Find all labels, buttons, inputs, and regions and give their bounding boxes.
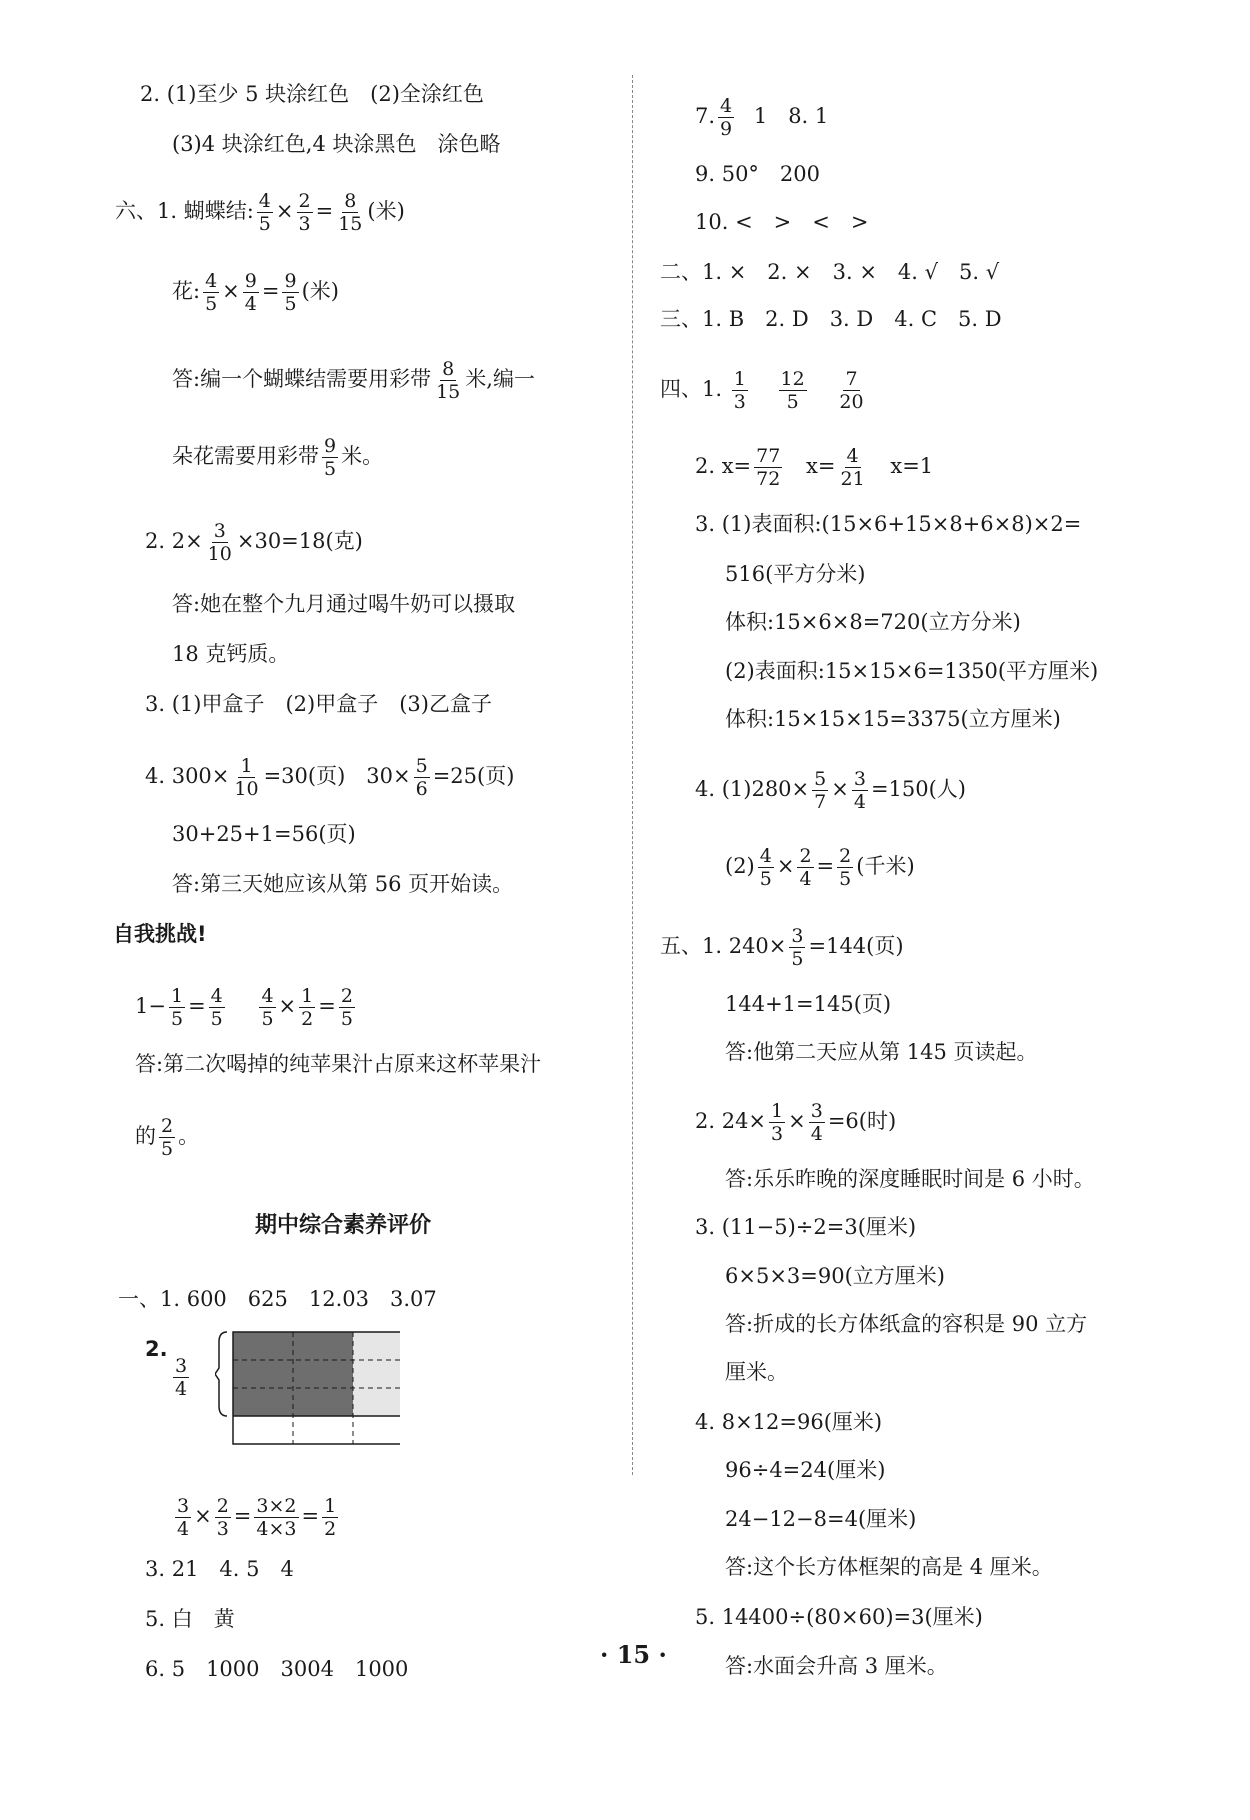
answer-line: 10. < > < > xyxy=(695,210,869,234)
answer-line: 答:水面会升高 3 厘米。 xyxy=(725,1654,948,1678)
answer-line: 5. 白 黄 xyxy=(145,1607,235,1631)
answer-line: 3. (11−5)÷2=3(厘米) xyxy=(695,1215,917,1239)
answer-line: 答:折成的长方体纸盒的容积是 90 立方 xyxy=(725,1312,1088,1336)
answer-line: 答:乐乐昨晚的深度睡眠时间是 6 小时。 xyxy=(725,1167,1095,1191)
answer-line: 516(平方分米) xyxy=(725,562,866,586)
answer-line: 2. (1)至少 5 块涂红色 (2)全涂红色 xyxy=(140,82,484,106)
answer-line: 96÷4=24(厘米) xyxy=(725,1458,886,1482)
answer-line: 1− $\frac{1}{5}$ = $\frac{4}{5}$ $\frac{4}{5}$ × $\frac{1}{2}$ = $\frac{2}{5}$ xyxy=(135,985,353,1030)
answer-line: 4. 8×12=96(厘米) xyxy=(695,1410,883,1434)
answer-line: (2) $\frac{4}{5}$ × $\frac{2}{4}$ = $\frac{2}{5}$ (千米) xyxy=(725,845,915,890)
answer-line: 答:这个长方体框架的高是 4 厘米。 xyxy=(725,1555,1053,1579)
answer-line: 4. (1)280× $\frac{5}{7}$ × $\frac{3}{4}$ =150(人) xyxy=(695,768,967,813)
answer-line: 3. 21 4. 5 4 xyxy=(145,1557,294,1581)
answer-line: $\frac{3}{4}$ × $\frac{2}{3}$ = $\frac{3\times 2}{4\times 3}$ = $\frac{1}{2}$ xyxy=(177,1495,337,1540)
section-heading: 自我挑战! xyxy=(113,922,207,946)
answer-line: 六、1. 蝴蝶结: $\frac{4}{5}$ × $\frac{2}{3}$ = $\frac{8}{15}$ (米) xyxy=(115,190,405,235)
answer-line: 30+25+1=56(页) xyxy=(172,822,356,846)
answer-line: 一、1. 600 625 12.03 3.07 xyxy=(118,1287,437,1311)
answer-line: 6×5×3=90(立方厘米) xyxy=(725,1264,945,1288)
column-divider xyxy=(632,75,633,1475)
answer-line: 花: $\frac{4}{5}$ × $\frac{9}{4}$ = $\frac{9}{5}$ (米) xyxy=(172,270,339,315)
answer-line: 三、1. B 2. D 3. D 4. C 5. D xyxy=(660,307,1002,331)
answer-line: 答:第三天她应该从第 56 页开始读。 xyxy=(172,872,514,896)
fraction-grid-figure xyxy=(215,1330,400,1450)
answer-line: 的 $\frac{2}{5}$ 。 xyxy=(135,1115,200,1160)
answer-line: 2. 2× $\frac{3}{10}$ ×30=18(克) xyxy=(145,520,363,565)
answer-line: 5. 14400÷(80×60)=3(厘米) xyxy=(695,1605,983,1629)
answer-line: 五、1. 240× $\frac{3}{5}$ =144(页) xyxy=(660,925,904,970)
answer-line: 答:第二次喝掉的纯苹果汁占原来这杯苹果汁 xyxy=(135,1052,542,1076)
answer-line: 体积:15×15×15=3375(立方厘米) xyxy=(725,707,1061,731)
answer-line: 24−12−8=4(厘米) xyxy=(725,1507,917,1531)
answer-line: 厘米。 xyxy=(725,1360,788,1384)
page-number: · 15 · xyxy=(600,1640,667,1669)
answer-line: 二、1. × 2. × 3. × 4. √ 5. √ xyxy=(660,260,1000,284)
answer-line: 答:她在整个九月通过喝牛奶可以摄取 xyxy=(172,592,516,616)
answer-line: 7. $\frac{4}{9}$ 1 8. 1 xyxy=(695,95,829,140)
answer-line: 3. (1)表面积:(15×6+15×8+6×8)×2= xyxy=(695,512,1082,536)
answer-line: 四、1. $\frac{1}{3}$ $\frac{12}{5}$ $\frac{7}{20}$ xyxy=(660,368,864,413)
answer-line: 18 克钙质。 xyxy=(172,642,290,666)
answer-line: 体积:15×6×8=720(立方分米) xyxy=(725,610,1021,634)
answer-line: 6. 5 1000 3004 1000 xyxy=(145,1657,409,1681)
answer-line: 2. xyxy=(145,1337,168,1361)
answer-line: (2)表面积:15×15×6=1350(平方厘米) xyxy=(725,659,1099,683)
answer-line: 2. 24× $\frac{1}{3}$ × $\frac{3}{4}$ =6(时) xyxy=(695,1100,897,1145)
answer-line: 4. 300× $\frac{1}{10}$ =30(页) 30× $\frac{5}{6}$ =25(页) xyxy=(145,755,515,800)
answer-line: 朵花需要用彩带 $\frac{9}{5}$ 米。 xyxy=(172,435,384,480)
figure-fraction: $\frac{3}{4}$ xyxy=(175,1355,188,1400)
answer-line: 2. x= $\frac{77}{72}$ x= $\frac{4}{21}$ x=1 xyxy=(695,445,934,490)
answer-line: 答:他第二天应从第 145 页读起。 xyxy=(725,1040,1038,1064)
section-title: 期中综合素养评价 xyxy=(255,1213,432,1238)
answer-line: 9. 50° 200 xyxy=(695,162,821,186)
answer-line: 3. (1)甲盒子 (2)甲盒子 (3)乙盒子 xyxy=(145,692,492,716)
answer-line: 144+1=145(页) xyxy=(725,992,892,1016)
answer-line: 答:编一个蝴蝶结需要用彩带 $\frac{8}{15}$ 米,编一 xyxy=(172,358,535,403)
answer-line: (3)4 块涂红色,4 块涂黑色 涂色略 xyxy=(172,132,501,156)
